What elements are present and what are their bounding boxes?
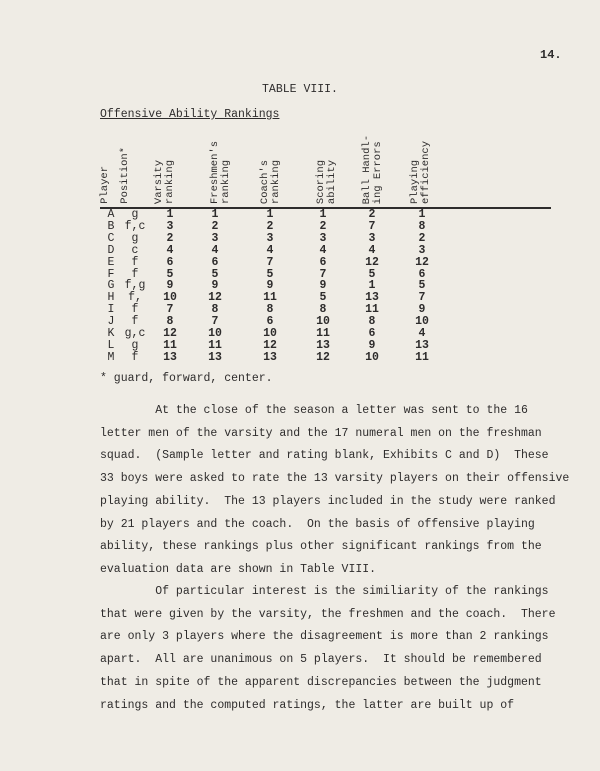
table-cell: f [131, 315, 139, 329]
table-cell: 10 [365, 350, 379, 364]
table-cell: 3 [368, 231, 376, 245]
table-cell: 6 [166, 255, 174, 269]
table-cell: 7 [418, 291, 426, 305]
table-cell: 4 [211, 243, 219, 257]
table-cell: g,c [124, 327, 146, 341]
table-cell: 1 [319, 208, 327, 221]
table-cell: 2 [266, 219, 274, 233]
column-header: Position* [119, 147, 131, 204]
table-cell: M [107, 350, 115, 364]
table-row [104, 304, 448, 316]
table-cell: C [107, 231, 115, 245]
table-cell: f,g [124, 279, 146, 293]
table-row [104, 221, 448, 233]
table-cell: 9 [418, 303, 426, 317]
table-cell: 9 [211, 279, 219, 293]
table-row [104, 269, 448, 281]
table-cell: H [107, 291, 115, 305]
table-cell: 7 [368, 219, 376, 233]
table-cell: 9 [319, 279, 327, 293]
table-cell: 9 [266, 279, 274, 293]
table-cell: 12 [263, 338, 277, 352]
column-header: Scoring ability [315, 159, 338, 204]
table-cell: 1 [166, 208, 174, 221]
paragraph: At the close of the season a letter was sent to the 16 letter men of the varsity and the 17 numeral men on the freshman squad. (Sample letter and rating blank, Exhibits C and D) These 33 boys were asked to rate the 13 varsity players on their offensive playing ability. The 13 players included in the study were ranked by 21 players and the coach. On the basis of offensive playing ability, these rankings plus other significant rankings from the evaluation data are shown in Table VIII. [100, 404, 570, 576]
table-cell: F [107, 267, 115, 281]
table-row [104, 352, 448, 364]
column-header: Freshmen's ranking [209, 140, 232, 204]
table-cell: 3 [266, 231, 274, 245]
table-cell: 13 [263, 350, 277, 364]
table-cell: 1 [418, 208, 426, 221]
table-subtitle: Offensive Ability Rankings [100, 108, 280, 121]
rankings-table [104, 209, 448, 364]
table-cell: c [131, 243, 139, 257]
table-cell: 8 [368, 315, 376, 329]
column-header: Coach's ranking [259, 159, 282, 204]
table-cell: 4 [368, 243, 376, 257]
table-cell: g [131, 338, 139, 352]
table-cell: 5 [368, 267, 376, 281]
table-cell: 6 [319, 255, 327, 269]
table-cell: f [131, 267, 139, 281]
table-row [104, 233, 448, 245]
table-cell: A [107, 208, 115, 221]
table-cell: 5 [211, 267, 219, 281]
table-cell: 6 [418, 267, 426, 281]
table-cell: 3 [319, 231, 327, 245]
table-row [104, 292, 448, 304]
table-cell: 5 [418, 279, 426, 293]
table-cell: 13 [316, 338, 330, 352]
table-cell: L [107, 338, 115, 352]
table-cell: g [131, 208, 139, 221]
paragraph: Of particular interest is the similiarity of the rankings that were given by the varsity, the freshmen and the coach. There are only 3 players where the disagreement is more than 2 rankings apart. All are unanimous on 5 players. It should be remembered that in spite of the apparent discrepancies between the judgment ratings and the computed ratings, the latter are built up of [100, 585, 556, 712]
table-cell: 7 [266, 255, 274, 269]
table-cell: f, [128, 291, 142, 305]
footnote: * guard, forward, center. [100, 372, 273, 385]
table-cell: 3 [211, 231, 219, 245]
table-cell: 8 [166, 315, 174, 329]
table-row [104, 245, 448, 257]
table-cell: 8 [319, 303, 327, 317]
table-cell: 13 [208, 350, 222, 364]
table-cell: f [131, 350, 139, 364]
table-cell: 6 [211, 255, 219, 269]
table-cell: G [107, 279, 115, 293]
table-cell: J [107, 315, 115, 329]
table-cell: g [131, 231, 139, 245]
table-cell: 3 [418, 243, 426, 257]
table-cell: 2 [418, 231, 426, 245]
column-header: Varsity ranking [153, 159, 176, 204]
table-cell: B [107, 219, 115, 233]
table-row [104, 209, 448, 221]
column-header: Ball Handl- ing Errors [361, 134, 384, 204]
table-cell: 10 [163, 291, 177, 305]
table-cell: f,c [124, 219, 146, 233]
table-cell: I [107, 303, 115, 317]
table-cell: 1 [211, 208, 219, 221]
table-row [104, 257, 448, 269]
table-cell: 4 [166, 243, 174, 257]
table-cell: E [107, 255, 115, 269]
table-cell: 11 [365, 303, 379, 317]
table-cell: 7 [166, 303, 174, 317]
table-cell: 7 [211, 315, 219, 329]
table-cell: 11 [263, 291, 277, 305]
table-cell: 1 [266, 208, 274, 221]
table-cell: 12 [365, 255, 379, 269]
table-cell: 5 [319, 291, 327, 305]
table-header [100, 122, 550, 204]
table-cell: 2 [211, 219, 219, 233]
table-cell: 11 [208, 338, 222, 352]
table-cell: 4 [418, 327, 426, 341]
page-number: 14. [540, 48, 562, 62]
table-cell: 12 [163, 327, 177, 341]
table-cell: 5 [166, 267, 174, 281]
table-cell: 12 [415, 255, 429, 269]
table-cell: 11 [316, 327, 330, 341]
table-cell: 11 [415, 350, 429, 364]
table-cell: 10 [263, 327, 277, 341]
column-header: Player [99, 166, 111, 204]
table-cell: 12 [316, 350, 330, 364]
table-cell: 6 [368, 327, 376, 341]
table-cell: 5 [266, 267, 274, 281]
table-cell: 2 [319, 219, 327, 233]
table-cell: 9 [166, 279, 174, 293]
table-cell: f [131, 303, 139, 317]
table-cell: 4 [319, 243, 327, 257]
table-cell: 13 [415, 338, 429, 352]
table-cell: 13 [163, 350, 177, 364]
table-cell: 9 [368, 338, 376, 352]
table-cell: 12 [208, 291, 222, 305]
table-cell: 6 [266, 315, 274, 329]
table-cell: f [131, 255, 139, 269]
table-cell: 4 [266, 243, 274, 257]
table-cell: 13 [365, 291, 379, 305]
table-cell: 2 [368, 208, 376, 221]
table-cell: 8 [418, 219, 426, 233]
table-cell: K [107, 327, 115, 341]
table-cell: 8 [211, 303, 219, 317]
table-cell: 8 [266, 303, 274, 317]
table-cell: 2 [166, 231, 174, 245]
table-cell: 10 [208, 327, 222, 341]
table-title: TABLE VIII. [262, 83, 338, 96]
table-cell: 3 [166, 219, 174, 233]
table-cell: 1 [368, 279, 376, 293]
table-cell: 7 [319, 267, 327, 281]
table-cell: 10 [415, 315, 429, 329]
table-cell: 10 [316, 315, 330, 329]
table-cell: D [107, 243, 115, 257]
column-header: Playing efficiency [409, 140, 432, 204]
table-cell: 11 [163, 338, 177, 352]
